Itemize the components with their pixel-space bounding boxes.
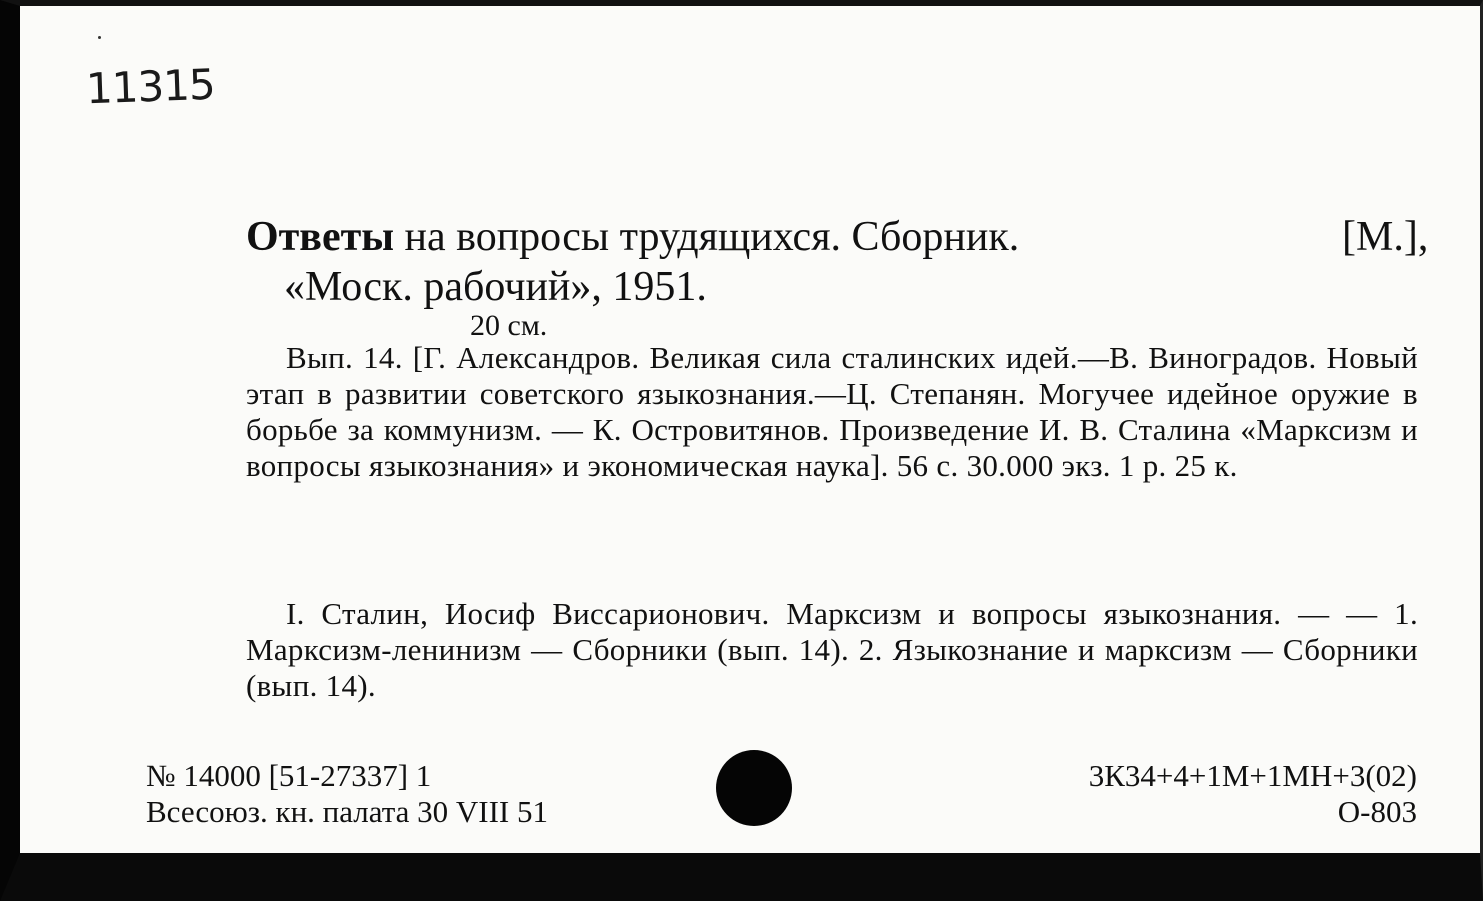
author-mark: О-803	[1337, 794, 1417, 829]
card-footer-left	[146, 758, 548, 830]
chamber-date: Всесоюз. кн. палата 30 VIII 51	[146, 794, 549, 829]
title-rest: на вопросы трудящихся. Сборник.	[394, 214, 1020, 260]
imprint: «Моск. рабочий», 1951.	[284, 264, 707, 310]
punch-hole	[716, 750, 792, 826]
handwritten-number: 11315	[85, 59, 216, 114]
ink-speck	[98, 36, 101, 39]
subject-headings: I. Сталин, Иосиф Виссарионович. Марксизм и вопросы языкознания. — — 1. Марксизм-ленинизм — Сборники (вып. 14). 2. Языкознание и марксизм — Сборники (вып. 14).	[246, 596, 1418, 703]
size-note: 20 см.	[470, 309, 548, 342]
card-number: № 14000 [51-27337] 1	[146, 758, 432, 793]
classification-code: 3К34+4+1М+1МН+3(02)	[1088, 758, 1417, 793]
title-bold: Ответы	[246, 214, 395, 260]
contents-note: Вып. 14. [Г. Александров. Великая сила сталинских идей.—В. Виноградов. Новый этап в развитии советского языкознания.—Ц. Степанян. Могучее идейное оружие в борьбе за коммунизм. — К. Островитянов. Произведение И. В. Сталина «Марксизм и вопросы языкознания» и экономическая наука]. 56 с. 30.000 экз. 1 р. 25 к.	[246, 340, 1418, 483]
publication-place: [М.],	[1342, 214, 1429, 260]
title-line	[246, 212, 1019, 262]
card-footer-right	[1089, 758, 1417, 830]
